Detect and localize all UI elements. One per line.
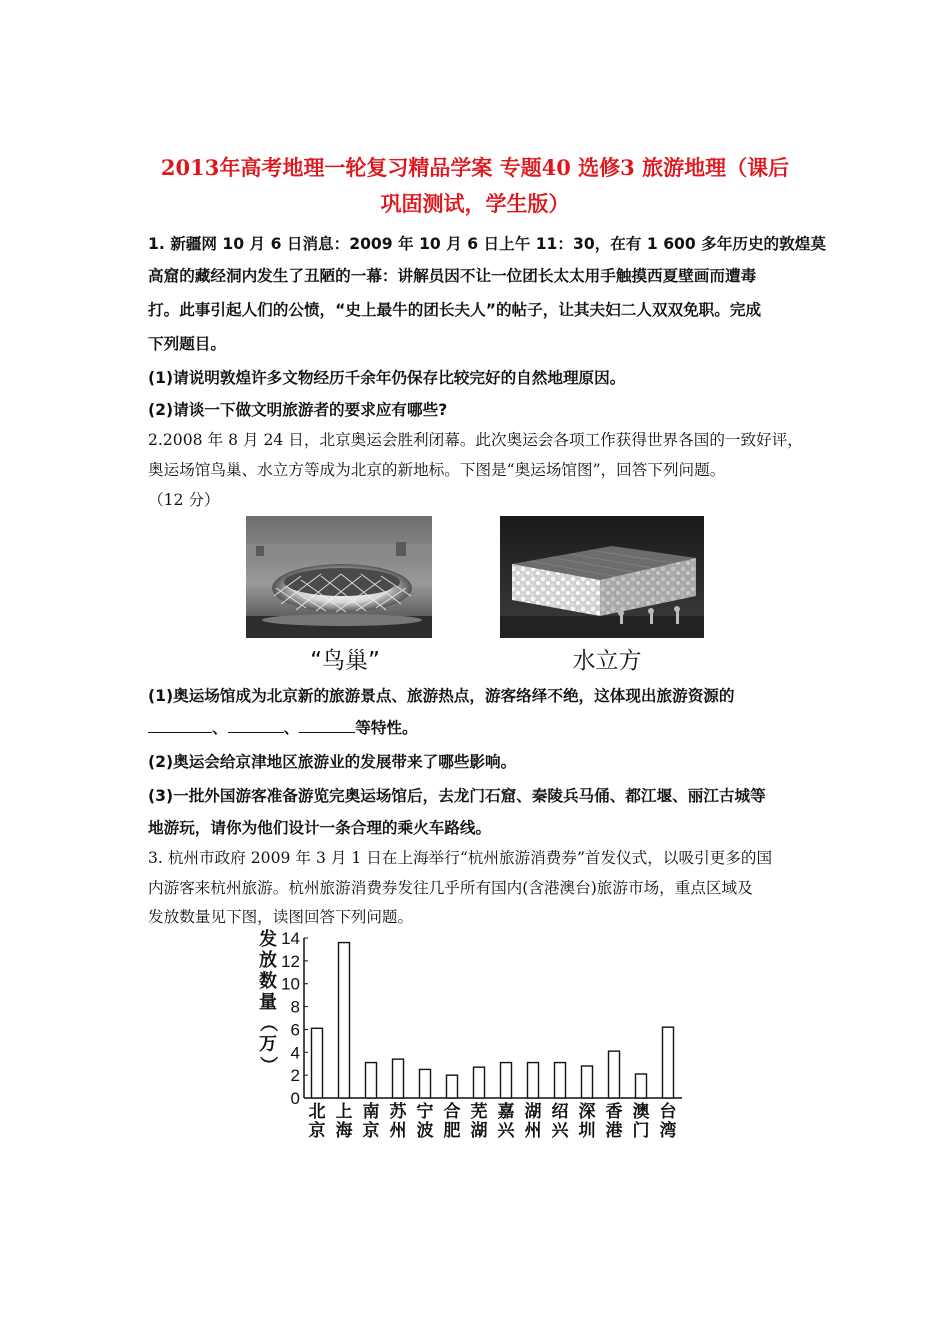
bar [609, 1051, 620, 1098]
q2-line-3: （12 分） [148, 491, 220, 509]
title-line-1: 2013年高考地理一轮复习精品学案 专题40 选修3 旅游地理（课后 [160, 155, 790, 180]
bar [393, 1059, 404, 1098]
x-tick-label-char: 京 [362, 1121, 380, 1141]
bar [312, 1028, 323, 1098]
y-axis-label-char: 放 [259, 950, 277, 971]
y-tick-label: 10 [281, 974, 300, 994]
answer-blank-3[interactable] [299, 718, 355, 733]
y-tick-label: 14 [281, 929, 300, 948]
x-tick-label-char: 宁 [416, 1102, 434, 1122]
bar [447, 1075, 458, 1098]
bar [501, 1063, 512, 1098]
q2-sub-2: (2)奥运会给京津地区旅游业的发展带来了哪些影响。 [148, 753, 517, 771]
water-cube-caption: 水立方 [572, 648, 642, 674]
q2-line-2: 奥运场馆鸟巢、水立方等成为北京的新地标。下图是“奥运场馆图”，回答下列问题。 [148, 461, 726, 479]
bar [663, 1027, 674, 1098]
x-tick-label-char: 合 [443, 1102, 461, 1122]
bar [366, 1063, 377, 1098]
x-tick-label-char: 深 [578, 1102, 596, 1122]
y-tick-label: 8 [290, 997, 300, 1017]
voucher-distribution-chart [250, 925, 710, 1150]
bar [339, 943, 350, 1098]
x-tick-label-char: 湖 [470, 1121, 488, 1141]
x-tick-label-char: 台 [659, 1102, 677, 1122]
q2-sub-1-end: 等特性。 [355, 719, 418, 737]
x-tick-label-char: 门 [632, 1121, 650, 1141]
q1-line-2: 高窟的藏经洞内发生了丑陋的一幕：讲解员因不让一位团长太太用手触摸西夏壁画而遭毒 [148, 267, 757, 285]
bar [555, 1063, 566, 1098]
q1-line-4: 下列题目。 [148, 335, 226, 353]
blank-separator-1: 、 [212, 719, 228, 737]
y-tick-label: 2 [290, 1066, 300, 1086]
y-axis-label-char: 发 [259, 929, 277, 950]
y-tick-label: 12 [281, 951, 300, 971]
x-tick-label-char: 湾 [659, 1121, 677, 1141]
x-tick-label-char: 嘉 [497, 1102, 515, 1122]
x-tick-label-char: 南 [362, 1102, 380, 1122]
x-tick-label-char: 上 [335, 1102, 353, 1122]
bar [528, 1063, 539, 1098]
q1-line-1: 1. 新疆网 10 月 6 日消息：2009 年 10 月 6 日上午 11：30，在有 1 600 多年历史的敦煌莫 [148, 235, 826, 253]
x-tick-label-char: 京 [308, 1121, 326, 1141]
x-tick-label-char: 州 [524, 1121, 542, 1141]
bar [636, 1074, 647, 1098]
y-tick-label: 4 [290, 1043, 300, 1063]
x-tick-label-char: 苏 [389, 1102, 407, 1122]
x-tick-label-char: 香 [605, 1102, 623, 1122]
x-tick-label-char: 兴 [551, 1121, 569, 1141]
x-tick-label-char: 绍 [551, 1102, 569, 1122]
blank-separator-2: 、 [283, 719, 300, 737]
bar [582, 1066, 593, 1098]
answer-blank-2[interactable] [228, 718, 284, 733]
title-line-2: 巩固测试，学生版） [380, 191, 570, 216]
x-tick-label-char: 海 [335, 1121, 353, 1141]
y-axis-label-char: （ [257, 1014, 278, 1032]
x-tick-label-char: 芜 [470, 1102, 488, 1122]
y-axis-label-char: 万 [259, 1034, 277, 1055]
birds-nest-photo [246, 516, 432, 638]
document-title [120, 150, 830, 222]
x-tick-label-char: 波 [416, 1121, 434, 1141]
x-tick-label-char: 兴 [497, 1121, 515, 1141]
x-tick-label-char: 圳 [578, 1121, 596, 1141]
q2-line-1: 2.2008 年 8 月 24 日，北京奥运会胜利闭幕。此次奥运会各项工作获得世界各国的一致好评， [148, 431, 803, 449]
q2-sub-1-line-1: (1)奥运场馆成为北京新的旅游景点、旅游热点，游客络绎不绝，这体现出旅游资源的 [148, 687, 735, 705]
x-tick-label-char: 港 [605, 1121, 623, 1141]
q3-line-2: 内游客来杭州旅游。杭州旅游消费券发往几乎所有国内(含港澳台)旅游市场，重点区域及 [148, 879, 753, 897]
q3-line-3: 发放数量见下图，读图回答下列问题。 [148, 908, 414, 926]
q3-line-1: 3. 杭州市政府 2009 年 3 月 1 日在上海举行“杭州旅游消费券”首发仪式，以吸引更多的国 [148, 849, 773, 867]
x-tick-label-char: 州 [389, 1121, 407, 1141]
q2-sub-1-line-2 [148, 716, 418, 738]
y-axis-label-char: 量 [259, 992, 277, 1013]
q2-sub-3-line-1: (3)一批外国游客准备游览完奥运场馆后，去龙门石窟、秦陵兵马俑、都江堰、丽江古城等 [148, 787, 766, 805]
y-axis-label-char: 数 [259, 971, 277, 992]
x-tick-label-char: 北 [308, 1102, 326, 1122]
q1-sub-1: (1)请说明敦煌许多文物经历千余年仍保存比较完好的自然地理原因。 [148, 369, 626, 387]
birds-nest-caption: “鸟巢” [310, 648, 380, 674]
y-tick-label: 6 [290, 1020, 300, 1040]
q1-sub-2: (2)请谈一下做文明旅游者的要求应有哪些? [148, 401, 448, 419]
q1-line-3: 打。此事引起人们的公愤，“史上最牛的团长夫人”的帖子，让其夫妇二人双双免职。完成 [148, 301, 762, 319]
x-tick-label-char: 肥 [443, 1121, 461, 1141]
y-tick-label: 0 [290, 1089, 300, 1108]
x-tick-label-char: 澳 [632, 1102, 650, 1122]
x-tick-label-char: 湖 [524, 1102, 542, 1122]
answer-blank-1[interactable] [148, 718, 212, 733]
y-axis-label-char: ） [257, 1056, 278, 1074]
water-cube-photo [500, 516, 704, 638]
q2-sub-3-line-2: 地游玩，请你为他们设计一条合理的乘火车路线。 [148, 819, 492, 837]
bar [420, 1069, 431, 1098]
bar [474, 1067, 485, 1098]
